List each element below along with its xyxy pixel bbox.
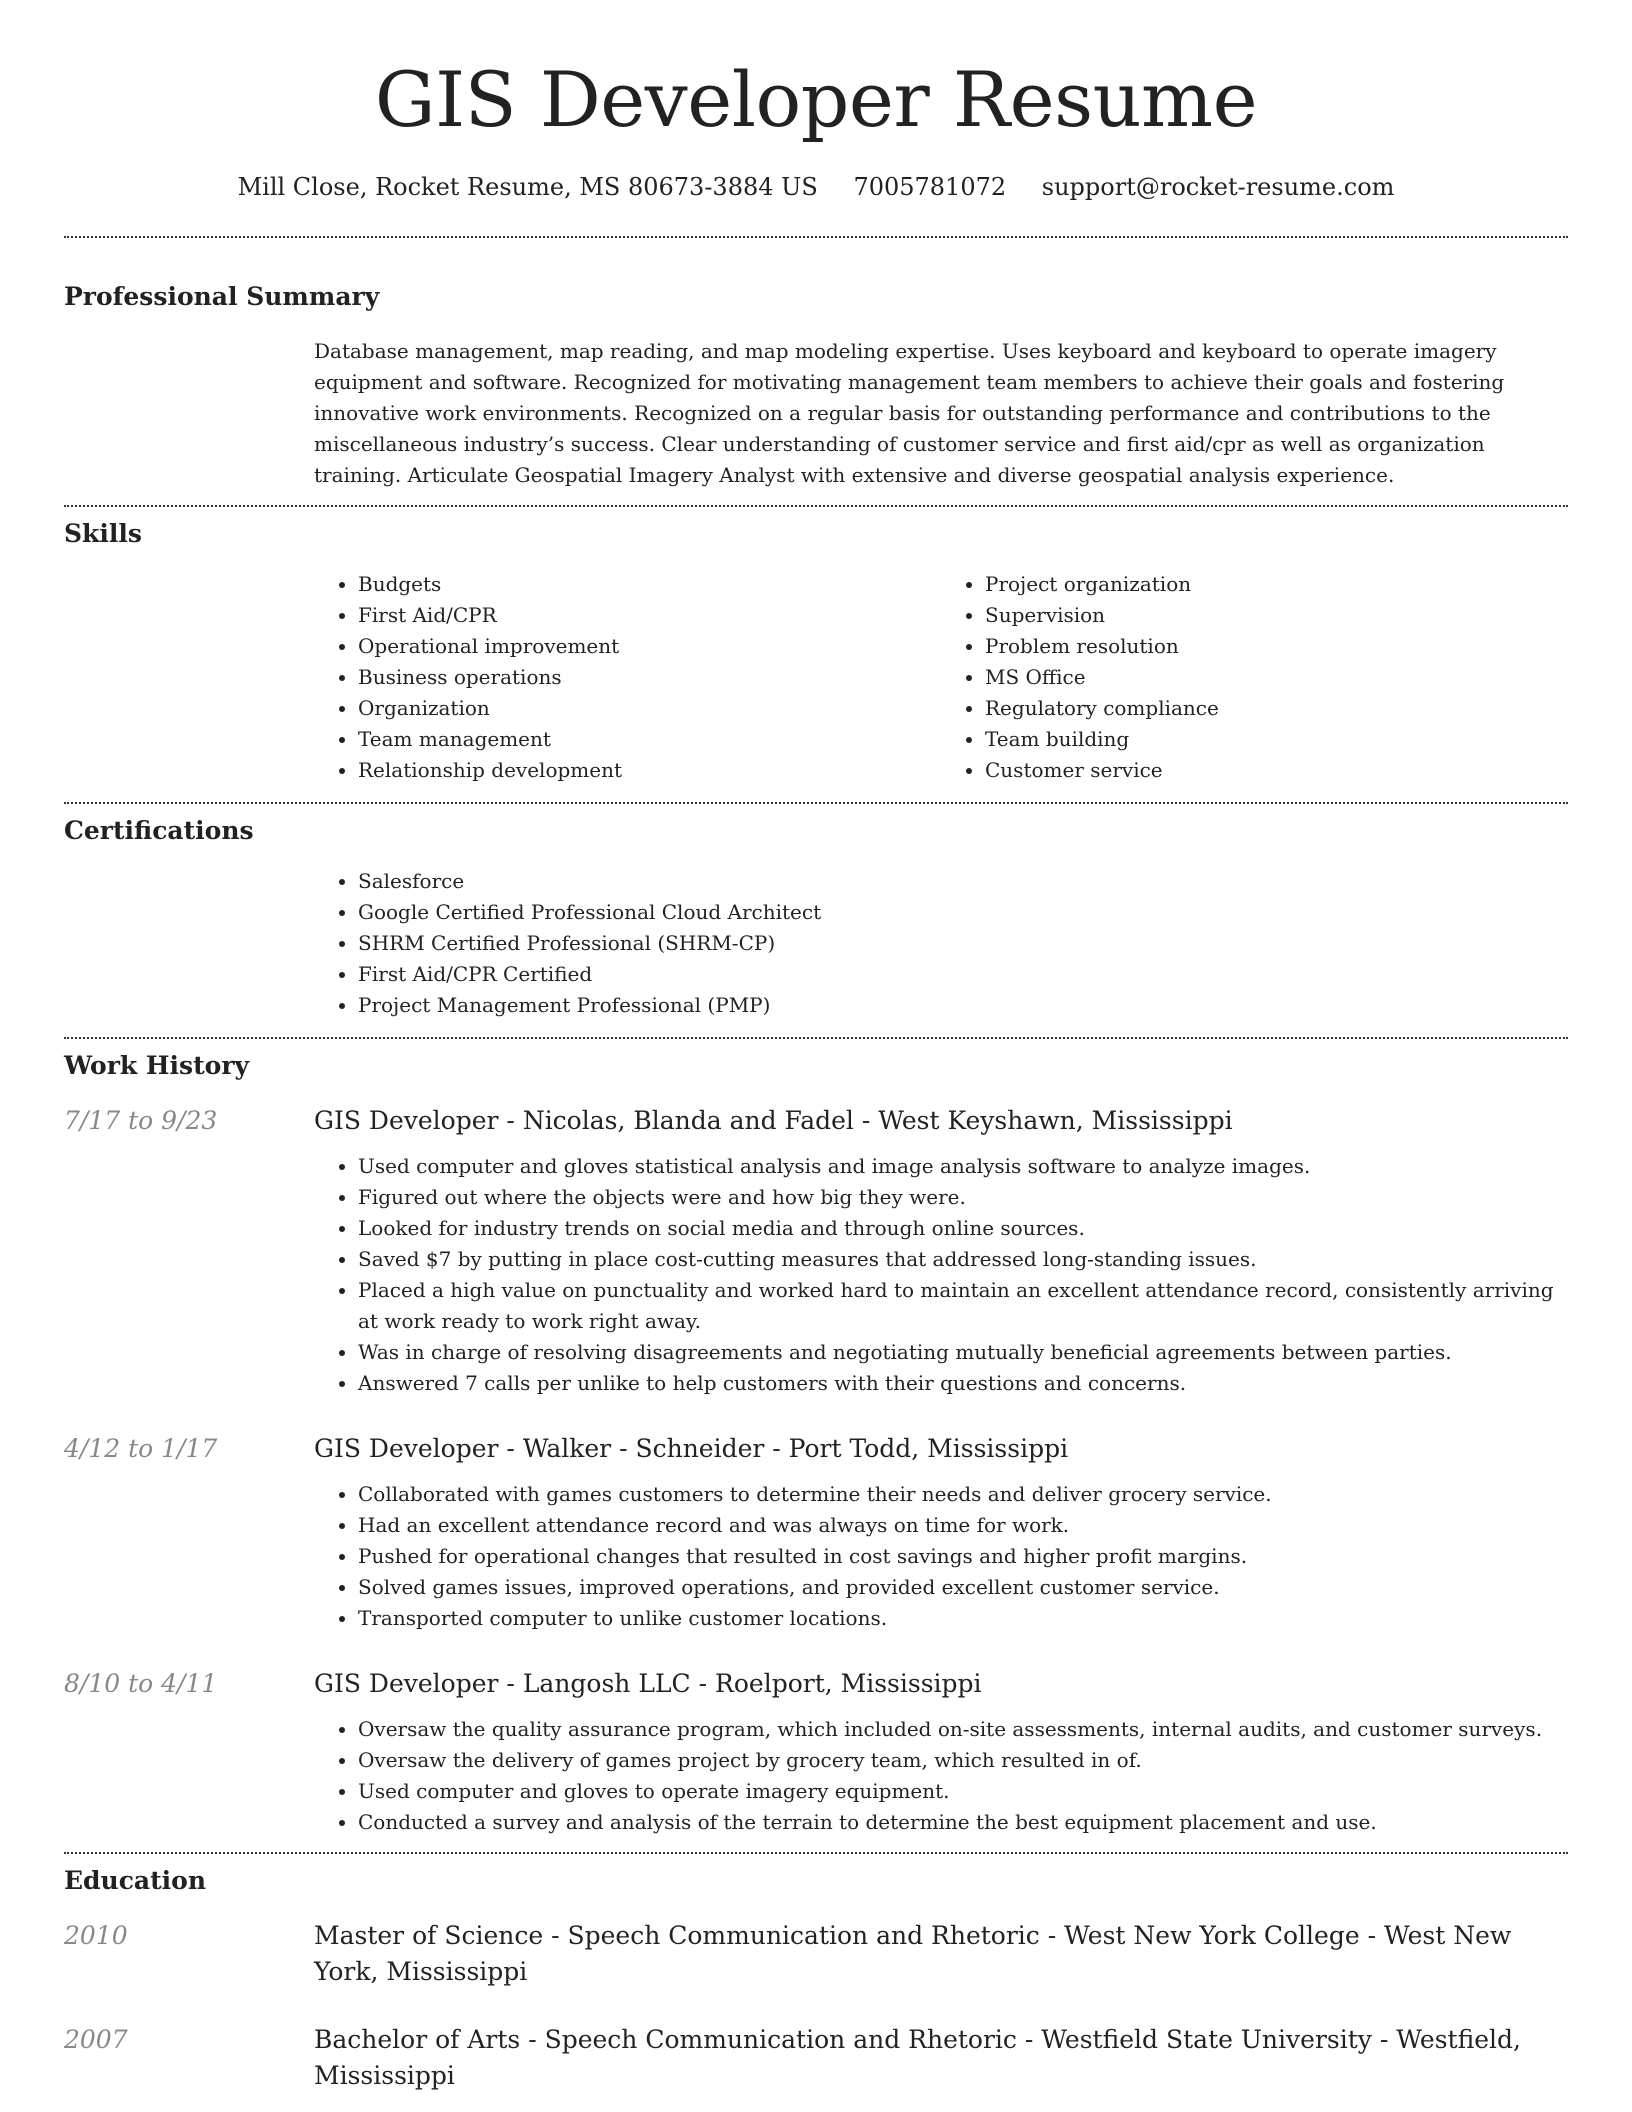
- list-item: • Team management: [358, 724, 941, 755]
- list-item: • Placed a high value on punctuality and worked hard to maintain an excellent attendance record, consistently arriving at work ready to work right away.: [358, 1275, 1568, 1337]
- work-history-section: [64, 1039, 1568, 1838]
- education-section: [64, 1854, 1568, 2094]
- list-item: • Looked for industry trends on social media and through online sources.: [358, 1213, 1568, 1244]
- contact-address: Mill Close, Rocket Resume, MS 80673-3884 US: [237, 173, 818, 201]
- list-item: • Used computer and gloves statistical analysis and image analysis software to analyze images.: [358, 1151, 1568, 1182]
- list-item: • Had an excellent attendance record and was always on time for work.: [358, 1510, 1568, 1541]
- list-item: • Team building: [985, 724, 1568, 755]
- list-item: • Solved games issues, improved operations, and provided excellent customer service.: [358, 1572, 1568, 1603]
- job-entry: [64, 1103, 1568, 1399]
- education-heading: Master of Science - Speech Communication and Rhetoric - West New York College - West New York, Mississippi: [314, 1921, 1512, 1986]
- contact-email: support@rocket-resume.com: [1041, 173, 1395, 201]
- job-bullets: [314, 1479, 1568, 1634]
- list-item: • Collaborated with games customers to determine their needs and deliver grocery service.: [358, 1479, 1568, 1510]
- list-item: • Answered 7 calls per unlike to help customers with their questions and concerns.: [358, 1368, 1568, 1399]
- resume-page: [64, 0, 1568, 2094]
- job-heading: GIS Developer - Nicolas, Blanda and Fadel - West Keyshawn, Mississippi: [314, 1106, 1233, 1135]
- skills-list-right: [941, 569, 1568, 786]
- job-dates: 7/17 to 9/23: [64, 1106, 218, 1135]
- section-title-education: Education: [64, 1866, 207, 1895]
- list-item: • SHRM Certified Professional (SHRM-CP): [358, 928, 1568, 959]
- list-item: • Pushed for operational changes that resulted in cost savings and higher profit margins.: [358, 1541, 1568, 1572]
- list-item: • Oversaw the delivery of games project by grocery team, which resulted in of.: [358, 1745, 1568, 1776]
- list-item: • Salesforce: [358, 866, 1568, 897]
- list-item: • Business operations: [358, 662, 941, 693]
- list-item: • Regulatory compliance: [985, 693, 1568, 724]
- job-entry: [64, 1431, 1568, 1634]
- list-item: • Figured out where the objects were and how big they were.: [358, 1182, 1568, 1213]
- list-item: • Conducted a survey and analysis of the terrain to determine the best equipment placement and use.: [358, 1807, 1568, 1838]
- list-item: • Supervision: [985, 600, 1568, 631]
- job-bullets: [314, 1714, 1568, 1838]
- summary-section: [64, 238, 1568, 491]
- list-item: • First Aid/CPR: [358, 600, 941, 631]
- list-item: • First Aid/CPR Certified: [358, 959, 1568, 990]
- job-heading: GIS Developer - Walker - Schneider - Port Todd, Mississippi: [314, 1434, 1069, 1463]
- skills-columns: [314, 569, 1568, 786]
- job-dates: 8/10 to 4/11: [64, 1669, 218, 1698]
- education-year: 2007: [64, 2025, 128, 2054]
- job-dates: 4/12 to 1/17: [64, 1434, 218, 1463]
- summary-text: Database management, map reading, and map modeling expertise. Uses keyboard and keyboard to operate imagery equipment and software. Recognized for motivating management team members to achieve their goals and fostering innovative work environments. Recognized on a regular basis for outstanding performance and contributions to the miscellaneous industry’s success. Clear understanding of customer service and first aid/cpr as well as organization training. Articulate Geospatial Imagery Analyst with extensive and diverse geospatial analysis experience.: [314, 339, 1505, 487]
- section-title-skills: Skills: [64, 519, 142, 548]
- certifications-section: [64, 804, 1568, 1021]
- section-title-work: Work History: [64, 1051, 250, 1080]
- resume-header: [64, 0, 1568, 204]
- list-item: • Oversaw the quality assurance program, which included on-site assessments, internal audits, and customer surveys.: [358, 1714, 1568, 1745]
- list-item: • Relationship development: [358, 755, 941, 786]
- section-title-certifications: Certifications: [64, 816, 254, 845]
- job-heading: GIS Developer - Langosh LLC - Roelport, Mississippi: [314, 1669, 982, 1698]
- contact-line: [64, 170, 1568, 204]
- contact-phone: 7005781072: [853, 173, 1007, 201]
- list-item: • Customer service: [985, 755, 1568, 786]
- list-item: • Transported computer to unlike customer locations.: [358, 1603, 1568, 1634]
- list-item: • Project Management Professional (PMP): [358, 990, 1568, 1021]
- list-item: • Problem resolution: [985, 631, 1568, 662]
- list-item: • Organization: [358, 693, 941, 724]
- list-item: • Was in charge of resolving disagreements and negotiating mutually beneficial agreements between parties.: [358, 1337, 1568, 1368]
- section-title-summary: Professional Summary: [64, 282, 380, 311]
- education-year: 2010: [64, 1921, 128, 1950]
- list-item: • Project organization: [985, 569, 1568, 600]
- list-item: • Google Certified Professional Cloud Architect: [358, 897, 1568, 928]
- certifications-list: [314, 866, 1568, 1021]
- job-entry: [64, 1666, 1568, 1838]
- skills-section: [64, 507, 1568, 786]
- list-item: • Used computer and gloves to operate imagery equipment.: [358, 1776, 1568, 1807]
- education-entry: [64, 2022, 1568, 2094]
- list-item: • MS Office: [985, 662, 1568, 693]
- list-item: • Budgets: [358, 569, 941, 600]
- education-heading: Bachelor of Arts - Speech Communication and Rhetoric - Westfield State University - Westfield, Mississippi: [314, 2025, 1521, 2090]
- page-title: GIS Developer Resume: [374, 55, 1258, 144]
- list-item: • Operational improvement: [358, 631, 941, 662]
- list-item: • Saved $7 by putting in place cost-cutting measures that addressed long-standing issues.: [358, 1244, 1568, 1275]
- education-entry: [64, 1918, 1568, 1990]
- job-bullets: [314, 1151, 1568, 1399]
- skills-list-left: [314, 569, 941, 786]
